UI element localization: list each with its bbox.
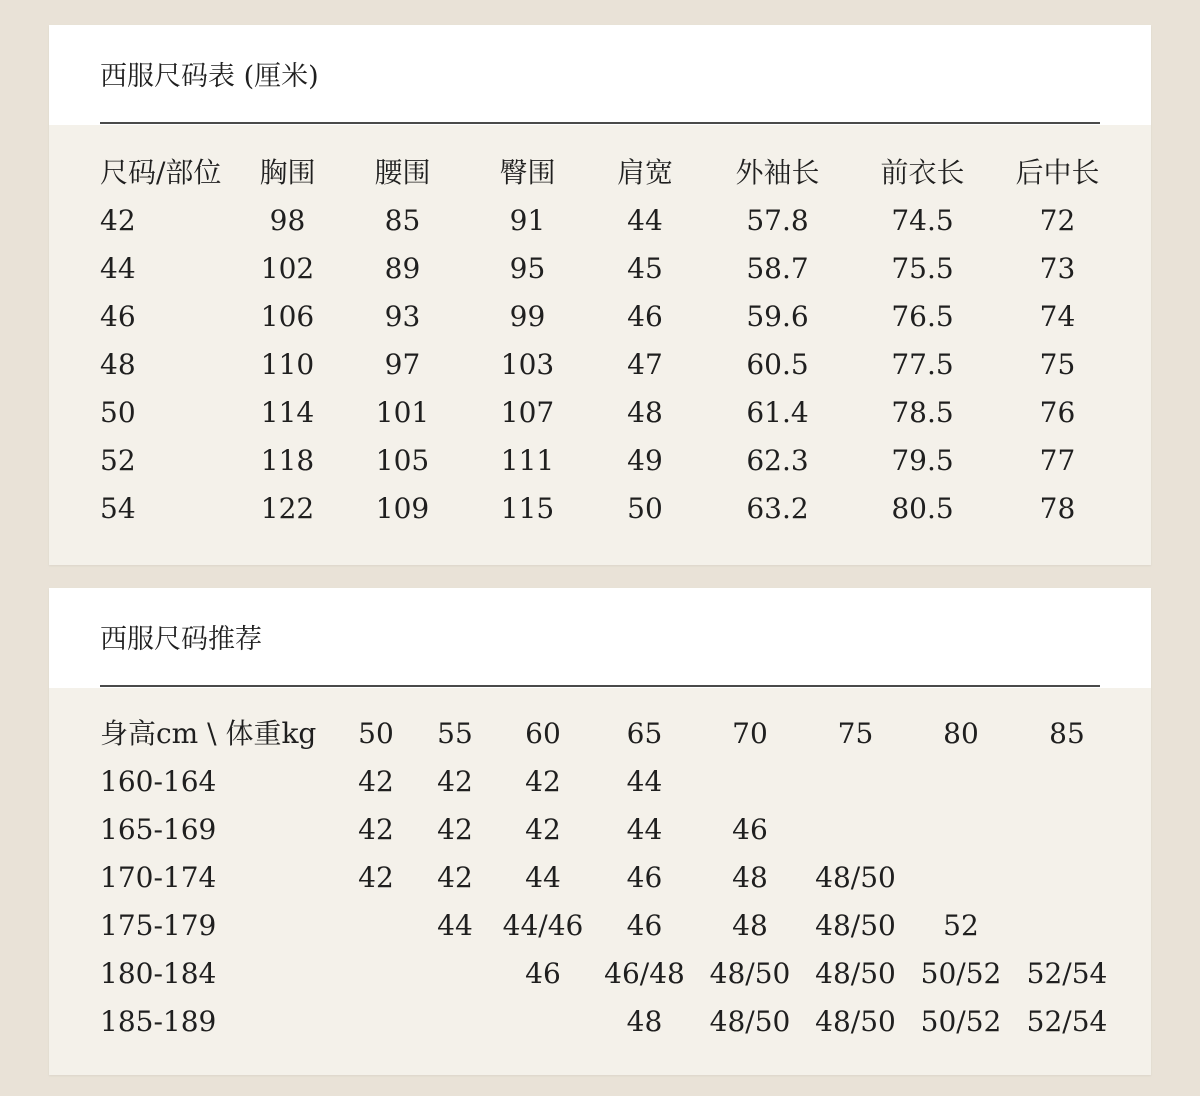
size-recommend-cell: 52/54 [1026, 1005, 1108, 1038]
size-chart-cell: 46 [100, 300, 136, 333]
size-recommend-cell: 48 [732, 909, 768, 942]
size-chart-cell: 52 [100, 444, 136, 477]
size-recommend-header-cell: 55 [437, 717, 473, 750]
size-chart-cell: 42 [100, 204, 136, 237]
size-chart-cell: 118 [260, 444, 315, 477]
size-recommend-cell: 185-189 [100, 1005, 217, 1038]
size-chart-cell: 105 [375, 444, 430, 477]
size-chart-cell: 57.8 [746, 204, 809, 237]
size-chart-header-cell: 肩宽 [616, 156, 673, 189]
size-chart-cell: 93 [384, 300, 421, 333]
size-recommend-header-cell: 75 [837, 717, 874, 750]
size-chart-row [100, 293, 1120, 341]
size-recommend-cell [697, 758, 803, 806]
size-chart-cell: 78 [1039, 492, 1076, 525]
size-recommend-cell: 160-164 [100, 765, 217, 798]
size-recommend-row [100, 854, 1120, 902]
size-recommend-cell: 48/50 [815, 909, 896, 942]
size-chart-cell: 44 [627, 204, 663, 237]
size-recommend-header-cell: 身高cm \ 体重kg [100, 717, 317, 750]
size-chart-header-cell: 后中长 [1015, 156, 1100, 189]
size-recommend-cell: 175-179 [100, 909, 217, 942]
size-chart-cell: 79.5 [891, 444, 954, 477]
size-chart-cell: 103 [500, 348, 555, 381]
size-chart-table [100, 149, 1120, 533]
size-recommend-cell: 42 [437, 765, 473, 798]
size-recommend-cell: 42 [525, 813, 561, 846]
size-recommend-cell: 44/46 [502, 909, 584, 942]
size-recommend-cell: 46/48 [604, 957, 685, 990]
size-chart-cell: 115 [500, 492, 555, 525]
size-recommend-cell [494, 998, 592, 1046]
size-recommend-cell: 46 [626, 861, 663, 894]
size-chart-cell: 76 [1039, 396, 1076, 429]
size-recommend-cell [336, 950, 416, 998]
size-recommend-cell [908, 854, 1014, 902]
size-recommend-cell: 50/52 [920, 957, 1002, 990]
size-chart-cell: 75.5 [891, 252, 954, 285]
size-chart-header-cell: 腰围 [374, 156, 431, 189]
size-chart-cell: 77.5 [891, 348, 954, 381]
size-chart-cell: 80.5 [891, 492, 954, 525]
size-chart-cell: 45 [627, 252, 663, 285]
size-recommend-cell: 44 [437, 909, 473, 942]
size-recommend-cell [416, 998, 494, 1046]
size-chart-cell: 110 [260, 348, 315, 381]
size-recommend-cell: 42 [437, 861, 473, 894]
size-recommend-cell: 48 [626, 1005, 663, 1038]
size-chart-cell: 63.2 [746, 492, 809, 525]
size-recommend-cell [908, 758, 1014, 806]
size-recommend-cell [803, 758, 908, 806]
size-chart-cell: 99 [509, 300, 546, 333]
size-chart-cell: 58.7 [746, 252, 809, 285]
size-recommend-cell [803, 806, 908, 854]
size-recommend-cell: 48/50 [709, 1005, 791, 1038]
size-chart-header-row [100, 149, 1120, 197]
size-chart-cell: 109 [375, 492, 430, 525]
size-recommend-cell: 50/52 [920, 1005, 1002, 1038]
size-chart-cell: 72 [1039, 204, 1076, 237]
size-recommend-cell: 48/50 [709, 957, 791, 990]
size-recommend-header-cell: 80 [943, 717, 979, 750]
size-recommend-cell: 46 [626, 909, 663, 942]
size-chart-header [49, 25, 1151, 125]
size-chart-cell: 61.4 [746, 396, 809, 429]
size-chart-cell: 101 [375, 396, 430, 429]
size-chart-cell: 44 [100, 252, 136, 285]
size-recommend-cell: 180-184 [100, 957, 217, 990]
size-recommend-cell: 44 [626, 765, 663, 798]
size-recommend-row [100, 758, 1120, 806]
size-chart-cell: 78.5 [891, 396, 954, 429]
size-recommend-cell: 165-169 [100, 813, 217, 846]
size-chart-row [100, 437, 1120, 485]
size-recommend-header-cell: 50 [358, 717, 394, 750]
size-chart-cell: 50 [627, 492, 663, 525]
size-chart-cell: 111 [500, 444, 555, 477]
size-chart-header-cell: 尺码/部位 [100, 156, 222, 189]
size-chart-cell: 89 [384, 252, 421, 285]
size-recommend-header-cell: 85 [1049, 717, 1085, 750]
size-chart-cell: 74 [1039, 300, 1076, 333]
size-recommend-cell: 48/50 [815, 957, 896, 990]
size-recommend-divider [100, 685, 1100, 687]
size-chart-cell: 95 [509, 252, 546, 285]
size-recommend-cell [1014, 854, 1120, 902]
size-chart-cell: 59.6 [746, 300, 809, 333]
size-chart-cell: 75 [1039, 348, 1076, 381]
size-recommend-cell: 52 [943, 909, 979, 942]
size-chart-cell: 73 [1039, 252, 1076, 285]
size-recommend-cell: 44 [525, 861, 561, 894]
size-chart-header-cell: 前衣长 [880, 156, 965, 189]
size-chart-header-cell: 外袖长 [735, 156, 820, 189]
size-recommend-cell: 42 [437, 813, 473, 846]
size-recommend-cell: 42 [358, 813, 394, 846]
size-recommend-cell: 48/50 [815, 861, 896, 894]
size-recommend-cell [1014, 758, 1120, 806]
size-recommend-header [49, 588, 1151, 688]
size-chart-cell: 54 [100, 492, 136, 525]
size-chart-title: 西服尺码表 (厘米) [100, 61, 319, 92]
size-recommend-cell: 46 [525, 957, 561, 990]
size-chart-cell: 102 [260, 252, 315, 285]
size-recommend-cell [336, 902, 416, 950]
size-recommend-cell: 42 [525, 765, 561, 798]
size-chart-cell: 122 [260, 492, 315, 525]
size-chart-cell: 74.5 [891, 204, 954, 237]
size-chart-cell: 46 [627, 300, 663, 333]
size-chart-cell: 107 [500, 396, 555, 429]
size-recommend-cell: 44 [626, 813, 663, 846]
size-recommend-cell: 42 [358, 861, 394, 894]
size-chart-header-cell: 臀围 [499, 156, 556, 189]
size-recommend-cell [336, 998, 416, 1046]
size-recommend-cell: 48 [732, 861, 768, 894]
size-chart-divider [100, 122, 1100, 124]
size-recommend-row [100, 950, 1120, 998]
size-chart-cell: 98 [269, 204, 306, 237]
size-recommend-title: 西服尺码推荐 [100, 624, 262, 655]
size-recommend-row [100, 998, 1120, 1046]
size-chart-cell: 47 [627, 348, 663, 381]
size-chart-cell: 50 [100, 396, 136, 429]
size-chart-cell: 48 [627, 396, 663, 429]
size-chart-row [100, 245, 1120, 293]
size-chart-row [100, 197, 1120, 245]
size-recommend-cell [908, 806, 1014, 854]
size-recommend-cell: 48/50 [815, 1005, 896, 1038]
size-recommend-cell: 52/54 [1026, 957, 1108, 990]
size-recommend-cell: 42 [358, 765, 394, 798]
size-recommend-cell: 170-174 [100, 861, 217, 894]
size-chart-header-cell: 胸围 [259, 156, 316, 189]
size-chart-cell: 114 [260, 396, 315, 429]
size-recommend-header-cell: 65 [626, 717, 663, 750]
size-chart-cell: 48 [100, 348, 136, 381]
size-recommend-cell [416, 950, 494, 998]
size-recommend-header-row [100, 710, 1120, 758]
size-recommend-cell [1014, 902, 1120, 950]
size-recommend-cell [1014, 806, 1120, 854]
size-recommend-header-cell: 70 [732, 717, 768, 750]
size-recommend-table [100, 710, 1120, 1046]
size-chart-row [100, 485, 1120, 533]
size-chart-cell: 91 [509, 204, 546, 237]
size-chart-cell: 62.3 [746, 444, 809, 477]
size-recommend-row [100, 902, 1120, 950]
size-chart-cell: 60.5 [746, 348, 809, 381]
size-chart-cell: 49 [627, 444, 663, 477]
size-chart-cell: 106 [260, 300, 315, 333]
size-recommend-cell: 46 [732, 813, 768, 846]
size-chart-row [100, 341, 1120, 389]
size-recommend-header-cell: 60 [525, 717, 561, 750]
size-recommend-card [49, 588, 1151, 1075]
size-chart-cell: 85 [384, 204, 421, 237]
size-chart-cell: 97 [384, 348, 421, 381]
size-chart-cell: 77 [1039, 444, 1076, 477]
size-chart-cell: 76.5 [891, 300, 954, 333]
size-chart-card [49, 25, 1151, 565]
size-chart-row [100, 389, 1120, 437]
size-recommend-row [100, 806, 1120, 854]
